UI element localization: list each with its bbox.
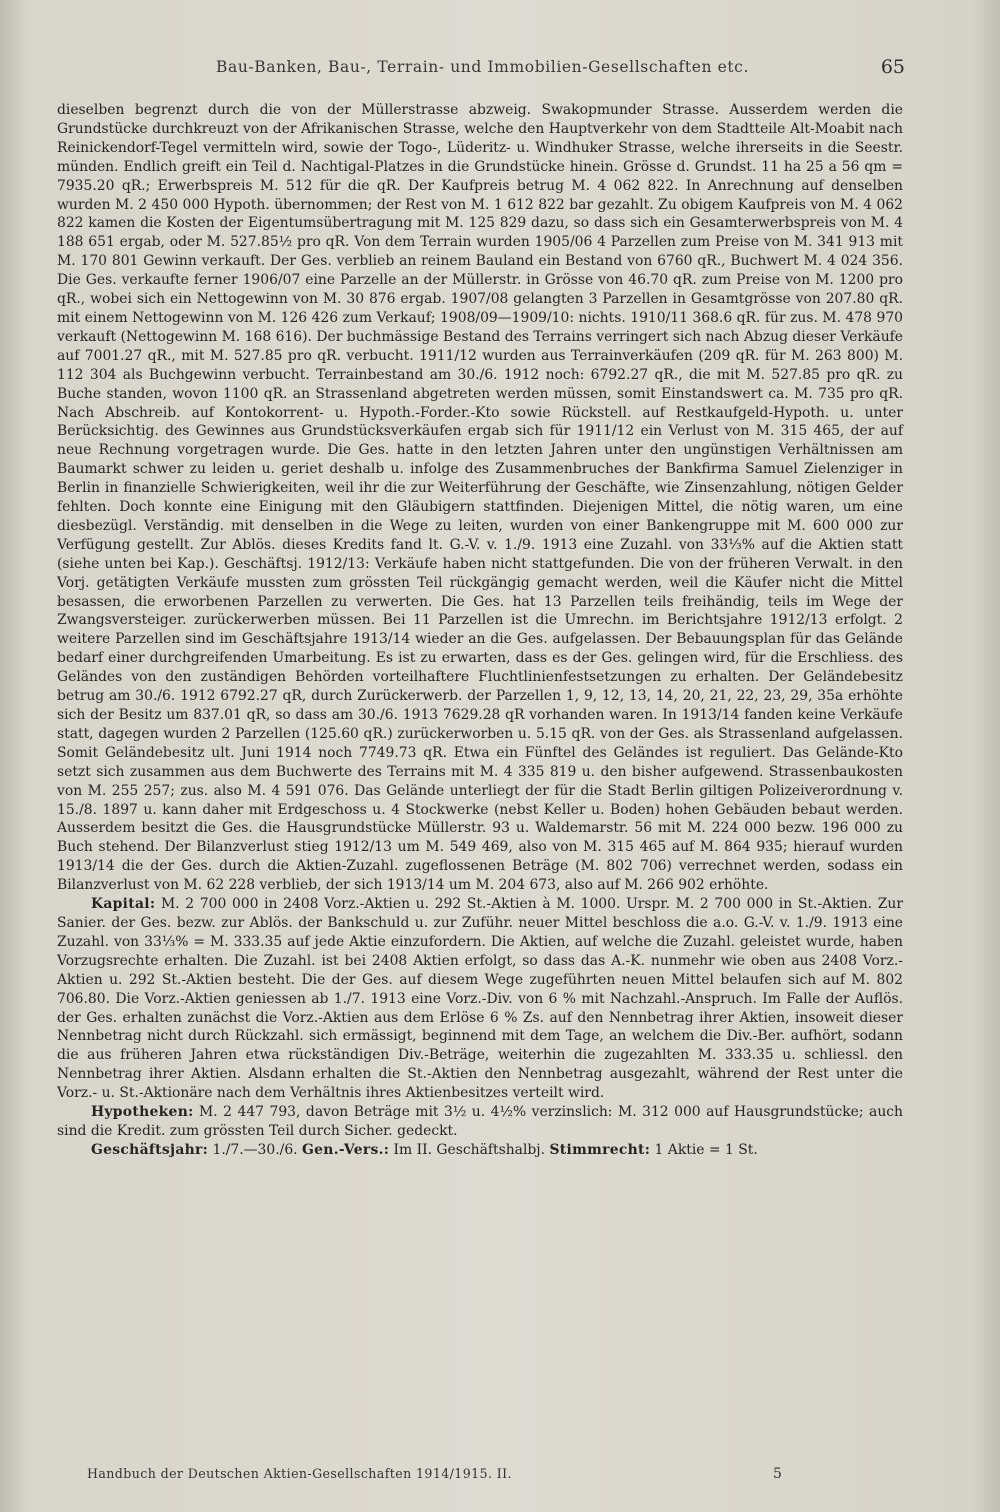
paragraph-description: dieselben begrenzt durch die von der Müllerstrasse abzweig. Swakopmunder Strasse. Ausserdem werden die Grundstücke durchkreuzt von der Afrikanischen Strasse, welche den Hauptverkehr von dem Stadtteile Alt-Moabit nach Reinickendorf-Tegel vermitteln wird, sowie der Togo-, Lüderitz- u. Windhuker Strasse, welche ihrerseits in die Seestr. münden. Endlich greift ein Teil d. Nachtigal-Platzes in die Grundstücke hinein. Grösse d. Grundst. 11 ha 25 a 56 qm = 7935.20 qR.; Erwerbspreis M. 512 für die qR. Der Kaufpreis betrug M. 4 062 822. In Anrechnung auf denselben wurden M. 2 450 000 Hypoth. übernommen; der Rest von M. 1 612 822 bar gezahlt. Zu obigem Kaufpreis von M. 4 062 822 kamen die Kosten der Eigentumsübertragung mit M. 125 829 dazu, so dass sich ein Gesamterwerbspreis von M. 4 188 651 ergab, oder M. 527.85½ pro qR. Von dem Terrain wurden 1905/06 4 Parzellen zum Preise von M. 341 913 mit M. 170 801 Gewinn verkauft. Der Ges. verblieb an reinem Bauland ein Bestand von 6760 qR., Buchwert M. 4 024 356. Die Ges. verkaufte ferner 1906/07 eine Parzelle an der Müllerstr. in Grösse von 46.70 qR. zum Preise von M. 1200 pro qR., wobei sich ein Nettogewinn von M. 30 876 ergab. 1907/08 gelangten 3 Parzellen in Gesamtgrösse von 207.80 qR. mit einem Nettogewinn von M. 126 426 zum Verkauf; 1908/09—1909/10: nichts. 1910/11 368.6 qR. für zus. M. 478 970 verkauft (Nettogewinn M. 168 616). Der buchmässige Bestand des Terrains verringert sich nach Abzug dieser Verkäufe auf 7001.27 qR., mit M. 527.85 pro qR. verbucht. 1911/12 wurden aus Terrainverkäufen (209 qR. für M. 263 800) M. 112 304 als Buchgewinn verbucht. Terrainbestand am 30./6. 1912 noch: 6792.27 qR., die mit M. 527.85 pro qR. zu Buche standen, wovon 1100 qR. an Strassenland abgetreten werden müssen, somit Einstandswert ca. M. 735 pro qR. Nach Abschreib. auf Kontokorrent- u. Hypoth.-Forder.-Kto sowie Rückstell. auf Restkaufgeld-Hypoth. u. unter Berücksichtig. des Gewinnes aus Grundstücksverkäufen ergab sich für 1911/12 ein Verlust von M. 315 465, der auf neue Rechnung vorgetragen wurde. Die Ges. hatte in den letzten Jahren unter den ungünstigen Verhältnissen am Baumarkt schwer zu leiden u. geriet deshalb u. infolge des Zusammenbruches der Bankfirma Samuel Zielenziger in Berlin in finanzielle Schwierigkeiten, weil ihr die zur Weiterführung der Geschäfte, wie Zinsenzahlung, nötigen Gelder fehlten. Doch konnte eine Einigung mit den Gläubigern stattfinden. Diejenigen Mittel, die nötig waren, um eine diesbezügl. Verständig. mit denselben in die Wege zu leiten, wurden von einer Bankengruppe mit M. 600 000 zur Verfügung gestellt. Zur Ablös. dieses Kredits fand lt. G.-V. v. 1./9. 1913 eine Zuzahl. von 33⅓% auf die Aktien statt (siehe unten bei Kap.). Geschäftsj. 1912/13: Verkäufe haben nicht stattgefunden. Die von der früheren Verwalt. in den Vorj. getätigten Verkäufe mussten zum grössten Teil rückgängig gemacht werden, weil die Käufer nicht die Mittel besassen, die erworbenen Parzellen zu verwerten. Die Ges. hat 13 Parzellen teils freihändig, teils im Wege der Zwangsversteiger. zurückerwerben müssen. Bei 11 Parzellen ist die Umrechn. im Berichtsjahre 1912/13 erfolgt. 2 weitere Parzellen sind im Geschäftsjahre 1913/14 wieder an die Ges. aufgelassen. Der Bebauungsplan für das Gelände bedarf einer durchgreifenden Umarbeitung. Es ist zu erwarten, dass es der Ges. gelingen wird, für die Erschliess. des Geländes von den zuständigen Behörden vorteilhaftere Fluchtlinienfestsetzungen zu erhalten. Der Geländebesitz betrug am 30./6. 1912 6792.27 qR, durch Zurückerwerb. der Parzellen 1, 9, 12, 13, 14, 20, 21, 22, 23, 29, 35a erhöhte sich der Besitz um 837.01 qR, so dass am 30./6. 1913 7629.28 qR vorhanden waren. In 1913/14 fanden keine Verkäufe statt, dagegen wurden 2 Parzellen (125.60 qR.) zurückerworben u. 5.15 qR. von der Ges. als Strassenland aufgelassen. Somit Geländebesitz ult. Juni 1914 noch 7749.73 qR. Etwa ein Fünftel des Geländes ist reguliert. Das Gelände-Kto setzt sich zusammen aus dem Buchwerte des Terrains mit M. 4 335 819 u. den bisher aufgewend. Strassenbaukosten von M. 255 257; zus. also M. 4 591 076. Das Gelände unterliegt der für die Stadt Berlin giltigen Polizeiverordnung v. 15./8. 1897 u. kann daher mit Erdgeschoss u. 4 Stockwerke (nebst Keller u. Boden) hohen Gebäuden bebaut werden. Ausserdem besitzt die Ges. die Hausgrundstücke Müllerstr. 93 u. Waldemarstr. 56 mit M. 224 000 bezw. 196 000 zu Buch stehend. Der Bilanzverlust stieg 1912/13 um M. 549 469, also von M. 315 465 auf M. 864 935; hierauf wurden 1913/14 die der Ges. durch die Aktien-Zuzahl. zugeflossenen Beträge (M. 802 706) verrechnet werden, sodass ein Bilanzverlust von M. 62 228 verblieb, der sich 1913/14 um M. 204 673, also auf M. 266 902 erhöhte. <box>57 102 903 894</box>
signature-mark: 5 <box>773 1466 783 1482</box>
section-label-geschaeftsjahr: Geschäftsjahr: <box>91 1141 209 1158</box>
section-label-gen-vers: Gen.-Vers.: <box>302 1141 390 1158</box>
page-number: 65 <box>880 56 905 78</box>
page-footer <box>87 1466 892 1486</box>
paragraph-hypotheken <box>57 1103 903 1141</box>
section-text-geschaeftsjahr: 1./7.—30./6. <box>208 1141 302 1158</box>
section-label-stimmrecht: Stimmrecht: <box>549 1141 651 1158</box>
section-label-hypotheken: Hypotheken: <box>91 1104 194 1121</box>
page-header <box>60 52 905 92</box>
section-text-gen-vers: Im II. Geschäftshalbj. <box>389 1141 550 1158</box>
section-text-hypotheken: M. 2 447 793, davon Beträge mit 3½ u. 4½% verzinslich: M. 312 000 auf Hausgrundstücke; auch sind die Kredit. zum grössten Teil durch Sicher. gedeckt. <box>57 1104 903 1139</box>
body-text <box>57 101 903 1160</box>
paragraph-kapital <box>57 895 903 1103</box>
section-label-kapital: Kapital: <box>91 896 156 913</box>
paragraph-geschaeftsjahr <box>57 1141 903 1160</box>
footer-title: Handbuch der Deutschen Aktien-Gesellschaften 1914/1915. II. <box>87 1466 512 1481</box>
section-text-stimmrecht: 1 Aktie = 1 St. <box>650 1141 758 1158</box>
running-head: Bau-Banken, Bau-, Terrain- und Immobilien-Gesellschaften etc. <box>215 58 749 76</box>
section-text-kapital: M. 2 700 000 in 2408 Vorz.-Aktien u. 292 St.-Aktien à M. 1000. Urspr. M. 2 700 000 in St.-Aktien. Zur Sanier. der Ges. bezw. zur Ablös. der Bankschuld u. zur Zuführ. neuer Mittel beschloss die a.o. G.-V. v. 1./9. 1913 eine Zuzahl. von 33⅓% = M. 333.35 auf jede Aktie einzufordern. Die Aktien, auf welche die Zuzahl. geleistet wurde, haben Vorzugsrechte erhalten. Die Zuzahl. ist bei 2408 Aktien erfolgt, so dass das A.-K. nunmehr wie oben aus 2408 Vorz.-Aktien u. 292 St.-Aktien besteht. Die der Ges. auf diesem Wege zugeführten neuen Mittel belaufen sich auf M. 802 706.80. Die Vorz.-Aktien geniessen ab 1./7. 1913 eine Vorz.-Div. von 6 % mit Nachzahl.-Anspruch. Im Falle der Auflös. der Ges. erhalten zunächst die Vorz.-Aktien aus dem Erlöse 6 % Zs. auf den Nennbetrag ihrer Aktien, insoweit dieser Nennbetrag nicht durch Rückzahl. sich ermässigt, beginnend mit dem Tage, an welchem die Div.-Ber. aufhört, sodann die aus früheren Jahren etwa rückständigen Div.-Beträge, weiterhin die zugezahlten M. 333.35 u. schliessl. den Nennbetrag ihrer Aktien. Alsdann erhalten die St.-Aktien den Nennbetrag ausgezahlt, während der Rest unter die Vorz.- u. St.-Aktionäre nach dem Verhältnis ihres Aktienbesitzes verteilt wird. <box>57 896 903 1102</box>
